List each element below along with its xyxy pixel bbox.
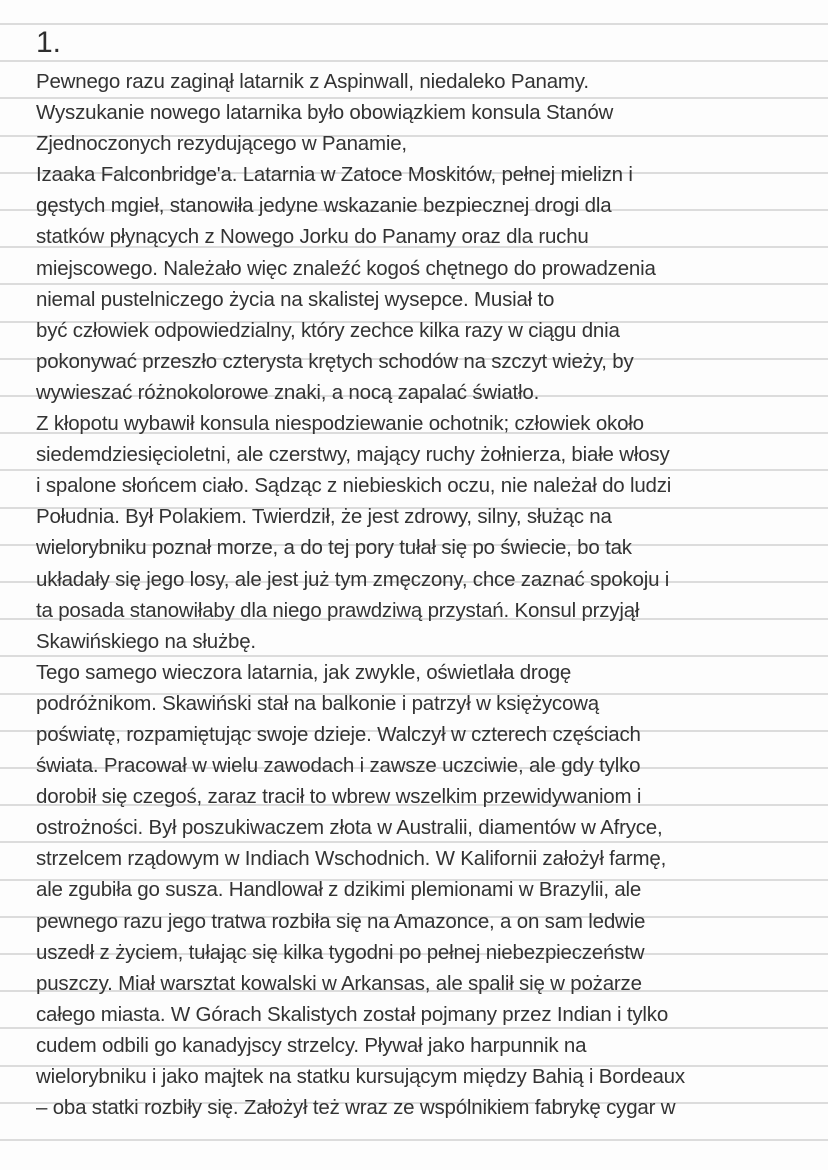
text-line: – oba statki rozbiły się. Założył też wraz ze wspólnikiem fabrykę cygar w <box>36 1096 676 1120</box>
text-line: świata. Pracował w wielu zawodach i zawsze uczciwie, ale gdy tylko <box>36 754 641 778</box>
text-line: wielorybniku i jako majtek na statku kursującym między Bahią i Bordeaux <box>36 1065 685 1088</box>
text-line: ale zgubiła go susza. Handlował z dzikimi plemionami w Brazylii, ale <box>36 878 642 902</box>
text-line: Z kłopotu wybawił konsula niespodziewanie ochotnik; człowiek około <box>36 412 644 436</box>
text-line: niemal pustelniczego życia na skalistej wysepce. Musiał to <box>36 287 555 311</box>
text-line: podróżnikom. Skawiński stał na balkonie i patrzył w księżycową <box>36 691 599 715</box>
text-line: pokonywać przeszło czterysta krętych schodów na szczyt wieży, by <box>36 349 634 373</box>
body-text <box>36 66 685 1123</box>
ruled-line <box>0 1139 828 1141</box>
text-line: statków płynących z Nowego Jorku do Panamy oraz dla ruchu <box>36 225 589 249</box>
text-line: Izaaka Falconbridge'a. Latarnia w Zatoce Moskitów, pełnej mielizn i <box>36 163 633 187</box>
text-line: wywieszać różnokolorowe znaki, a nocą zapalać światło. <box>36 380 540 404</box>
text-line: Zjednoczonych rezydującego w Panamie, <box>36 132 407 156</box>
text-line: ta posada stanowiłaby dla niego prawdziwą przystań. Konsul przyjął <box>36 598 640 622</box>
text-line: Tego samego wieczora latarnia, jak zwykle, oświetlała drogę <box>36 660 572 684</box>
text-line: być człowiek odpowiedzialny, który zechce kilka razy w ciągu dnia <box>36 318 620 342</box>
text-line: wielorybniku poznał morze, a do tej pory tułał się po świecie, bo tak <box>36 536 632 560</box>
text-line: Wyszukanie nowego latarnika było obowiązkiem konsula Stanów <box>36 101 614 125</box>
text-line: i spalone słońcem ciało. Sądząc z niebieskich oczu, nie należał do ludzi <box>36 474 672 498</box>
text-line: Pewnego razu zaginął latarnik z Aspinwall, niedaleko Panamy. <box>36 70 589 93</box>
text-line: pewnego razu jego tratwa rozbiła się na Amazonce, a on sam ledwie <box>36 909 646 933</box>
text-line: gęstych mgieł, stanowiła jedyne wskazanie bezpiecznej drogi dla <box>36 194 612 218</box>
ruled-line <box>0 60 828 62</box>
text-line: cudem odbili go kanadyjscy strzelcy. Pływał jako harpunnik na <box>36 1033 587 1057</box>
text-line: ostrożności. Był poszukiwaczem złota w Australii, diamentów w Afryce, <box>36 816 663 840</box>
ruled-line <box>0 23 828 25</box>
text-line: miejscowego. Należało więc znaleźć kogoś chętnego do prowadzenia <box>36 256 656 280</box>
text-line: strzelcem rządowym w Indiach Wschodnich. W Kalifornii założył farmę, <box>36 847 667 871</box>
text-line: poświatę, rozpamiętując swoje dzieje. Walczył w czterech częściach <box>36 722 641 746</box>
text-line: uszedł z życiem, tułając się kilka tygodni po pełnej niebezpieczeństw <box>36 940 645 964</box>
text-line: dorobił się czegoś, zaraz tracił to wbrew wszelkim przewidywaniom i <box>36 785 642 809</box>
text-line: układały się jego losy, ale jest już tym zmęczony, chce zaznać spokoju i <box>36 567 670 591</box>
text-line: całego miasta. W Górach Skalistych został pojmany przez Indian i tylko <box>36 1002 669 1026</box>
text-line: puszczy. Miał warsztat kowalski w Arkansas, ale spalił się w pożarze <box>36 971 642 995</box>
text-line: Południa. Był Polakiem. Twierdził, że jest zdrowy, silny, służąc na <box>36 505 612 529</box>
text-line: Skawińskiego na służbę. <box>36 629 256 653</box>
text-line: siedemdziesięcioletni, ale czerstwy, mający ruchy żołnierza, białe włosy <box>36 443 670 467</box>
section-number: 1. <box>36 26 62 59</box>
